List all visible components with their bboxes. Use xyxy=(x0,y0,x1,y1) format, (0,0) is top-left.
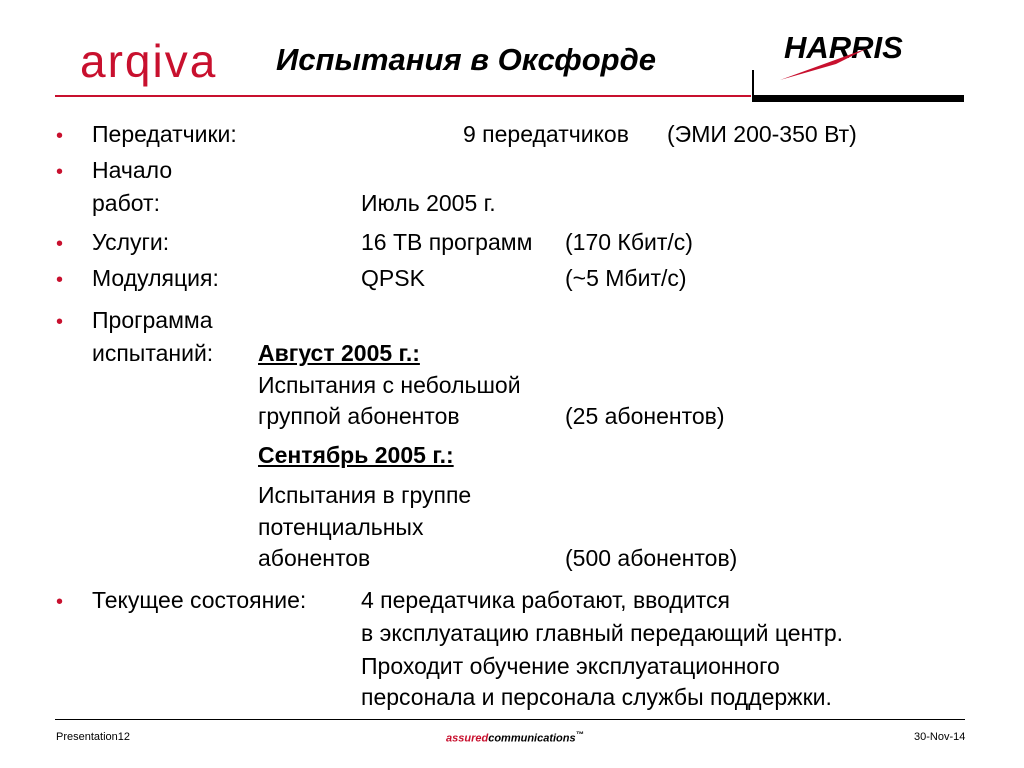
september-heading: Сентябрь 2005 г.: xyxy=(258,442,454,468)
note-modulation: (~5 Мбит/с) xyxy=(565,265,687,291)
value-modulation: QPSK xyxy=(361,265,425,291)
value-start: Июль 2005 г. xyxy=(361,190,496,216)
harris-logo-text: HARRIS xyxy=(784,30,903,65)
august-note: (25 абонентов) xyxy=(565,403,725,429)
bullet-icon: • xyxy=(56,591,64,613)
september-text-line1: Испытания в группе xyxy=(258,482,472,508)
label-status: Текущее состояние: xyxy=(92,587,307,613)
september-note: (500 абонентов) xyxy=(565,545,738,571)
status-line4: персонала и персонала службы поддержки. xyxy=(361,684,832,710)
value-services: 16 ТВ программ xyxy=(361,229,533,255)
label-program-line2: испытаний: xyxy=(92,340,214,366)
footer-tagline-tm: ™ xyxy=(575,730,584,739)
bullet-icon: • xyxy=(56,233,64,255)
label-modulation: Модуляция: xyxy=(92,265,219,291)
note-services: (170 Кбит/с) xyxy=(565,229,693,255)
label-services: Услуги: xyxy=(92,229,170,255)
footer-rule xyxy=(55,719,965,720)
august-text-line2: группой абонентов xyxy=(258,403,460,429)
status-line2: в эксплуатацию главный передающий центр. xyxy=(361,620,844,646)
footer-tagline xyxy=(446,730,584,745)
september-text-line2: потенциальных xyxy=(258,514,424,540)
note-transmitters: (ЭМИ 200-350 Вт) xyxy=(667,121,857,147)
september-text-line3: абонентов xyxy=(258,545,371,571)
value-transmitters: 9 передатчиков xyxy=(463,121,629,147)
label-start-line2: работ: xyxy=(92,190,160,216)
august-text-line1: Испытания с небольшой xyxy=(258,372,521,398)
bullet-icon: • xyxy=(56,269,64,291)
arqiva-logo: arqiva xyxy=(80,35,218,87)
page-title: Испытания в Оксфорде xyxy=(276,42,656,77)
header-vertical-divider xyxy=(752,70,754,96)
status-line3: Проходит обучение эксплуатационного xyxy=(361,653,780,679)
footer-date: 30-Nov-14 xyxy=(914,731,966,743)
label-program-line1: Программа xyxy=(92,307,213,333)
footer-presentation-name: Presentation12 xyxy=(56,731,130,743)
bullet-icon: • xyxy=(56,161,64,183)
footer-tagline-accent: assured xyxy=(446,732,489,745)
status-line1: 4 передатчика работают, вводится xyxy=(361,587,730,613)
august-heading: Август 2005 г.: xyxy=(258,340,420,366)
label-transmitters: Передатчики: xyxy=(92,121,237,147)
bullet-icon: • xyxy=(56,125,64,147)
header-black-rule xyxy=(752,95,964,102)
bullet-icon: • xyxy=(56,311,64,333)
harris-logo xyxy=(776,30,956,86)
header-red-rule xyxy=(55,95,751,97)
label-start-line1: Начало xyxy=(92,157,173,183)
footer-tagline-rest: communications xyxy=(488,732,576,745)
